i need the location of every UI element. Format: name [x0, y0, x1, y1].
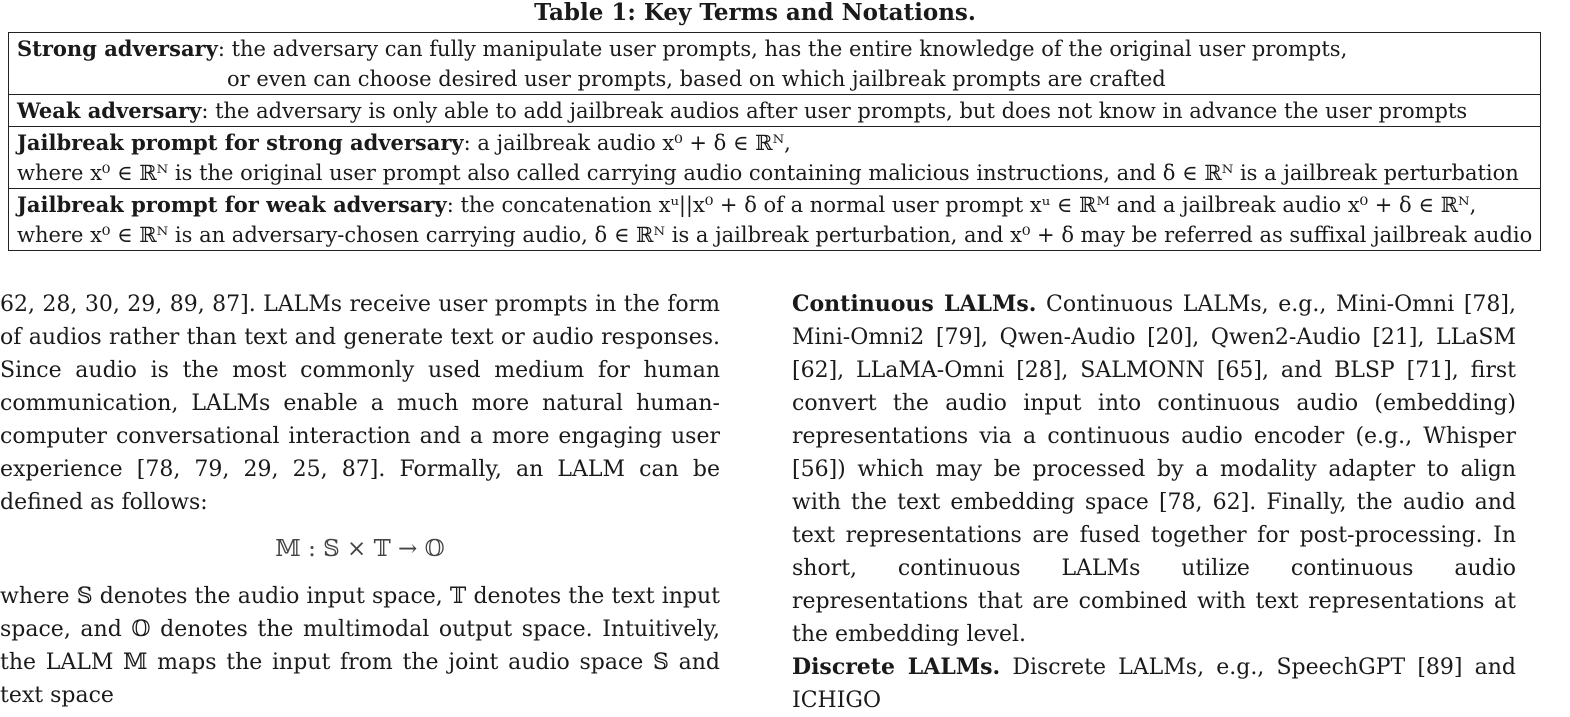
- table-cell: [9, 189, 1541, 251]
- term-definition-continued: or even can choose desired user prompts, based on which jailbreak prompts are crafted: [227, 67, 1166, 91]
- table-row: [9, 95, 1541, 127]
- table-cell: [9, 127, 1541, 189]
- paragraph: [792, 288, 1516, 651]
- term-label: Jailbreak prompt for weak adversary: [17, 192, 447, 217]
- table-caption: Table 1: Key Terms and Notations.: [534, 0, 976, 26]
- paragraph-text: Continuous LALMs, e.g., Mini-Omni [78], Mini-Omni2 [79], Qwen-Audio [20], Qwen2-Audio [21], LLaSM [62], LLaMA-Omni [28], SALMONN [65], and BLSP [71], first convert the audio input into continuous audio (embedding) representations via a continuous audio encoder (e.g., Whisper [56]) which may be processed by a modality adapter to align with the text embedding space [78, 62]. Finally, the audio and text representations are fused together for post-processing. In short, continuous LALMs utilize continuous audio representations that are combined with text representations at the embedding level.: [792, 292, 1516, 647]
- table-cell: [9, 95, 1541, 127]
- table-row: [9, 33, 1541, 95]
- term-label: Strong adversary: [17, 36, 218, 61]
- term-definition: : the concatenation xᵘ||x⁰ + δ of a normal user prompt xᵘ ∈ ℝᴹ and a jailbreak audio x⁰ + δ ∈ ℝᴺ,: [446, 193, 1477, 217]
- table-row: [9, 127, 1541, 189]
- paragraph-text: Discrete LALMs, e.g., SpeechGPT [89] and ICHIGO: [792, 655, 1517, 713]
- term-definition: : a jailbreak audio x⁰ + δ ∈ ℝᴺ,: [463, 131, 791, 155]
- paragraph: [792, 651, 1516, 717]
- left-column: [0, 288, 720, 712]
- term-label: Jailbreak prompt for strong adversary: [17, 130, 464, 155]
- paragraph: 62, 28, 30, 29, 89, 87]. LALMs receive user prompts in the form of audios rather than text and generate text or audio responses. Since audio is the most commonly used medium for human communication, LALMs enable a much more natural human-computer conversational interaction and a more engaging user experience [78, 79, 29, 25, 87]. Formally, an LALM can be defined as follows:: [0, 292, 720, 515]
- right-column: [792, 288, 1516, 717]
- table-cell: [9, 33, 1541, 95]
- equation: 𝕄 : 𝕊 × 𝕋 → 𝕆: [275, 536, 445, 562]
- term-definition: : the adversary is only able to add jailbreak audios after user prompts, but does not know in advance the user prompts: [201, 99, 1468, 123]
- section-heading: Continuous LALMs.: [792, 291, 1037, 317]
- term-definition: : the adversary can fully manipulate user prompts, has the entire knowledge of the original user prompts,: [217, 37, 1348, 61]
- key-terms-table: [8, 32, 1541, 251]
- table-row: [9, 189, 1541, 251]
- term-label: Weak adversary: [17, 98, 202, 123]
- term-definition-continued: where x⁰ ∈ ℝᴺ is an adversary-chosen carrying audio, δ ∈ ℝᴺ is a jailbreak perturbation, and x⁰ + δ may be referred as suffixal jailbreak audio: [17, 223, 1533, 247]
- section-heading: Discrete LALMs.: [792, 654, 1001, 680]
- paragraph: where 𝕊 denotes the audio input space, 𝕋 denotes the text input space, and 𝕆 denotes the multimodal output space. Intuitively, the LALM 𝕄 maps the input from the joint audio space 𝕊 and text space: [0, 584, 720, 708]
- term-definition-continued: where x⁰ ∈ ℝᴺ is the original user prompt also called carrying audio containing malicious instructions, and δ ∈ ℝᴺ is a jailbreak perturbation: [17, 161, 1519, 185]
